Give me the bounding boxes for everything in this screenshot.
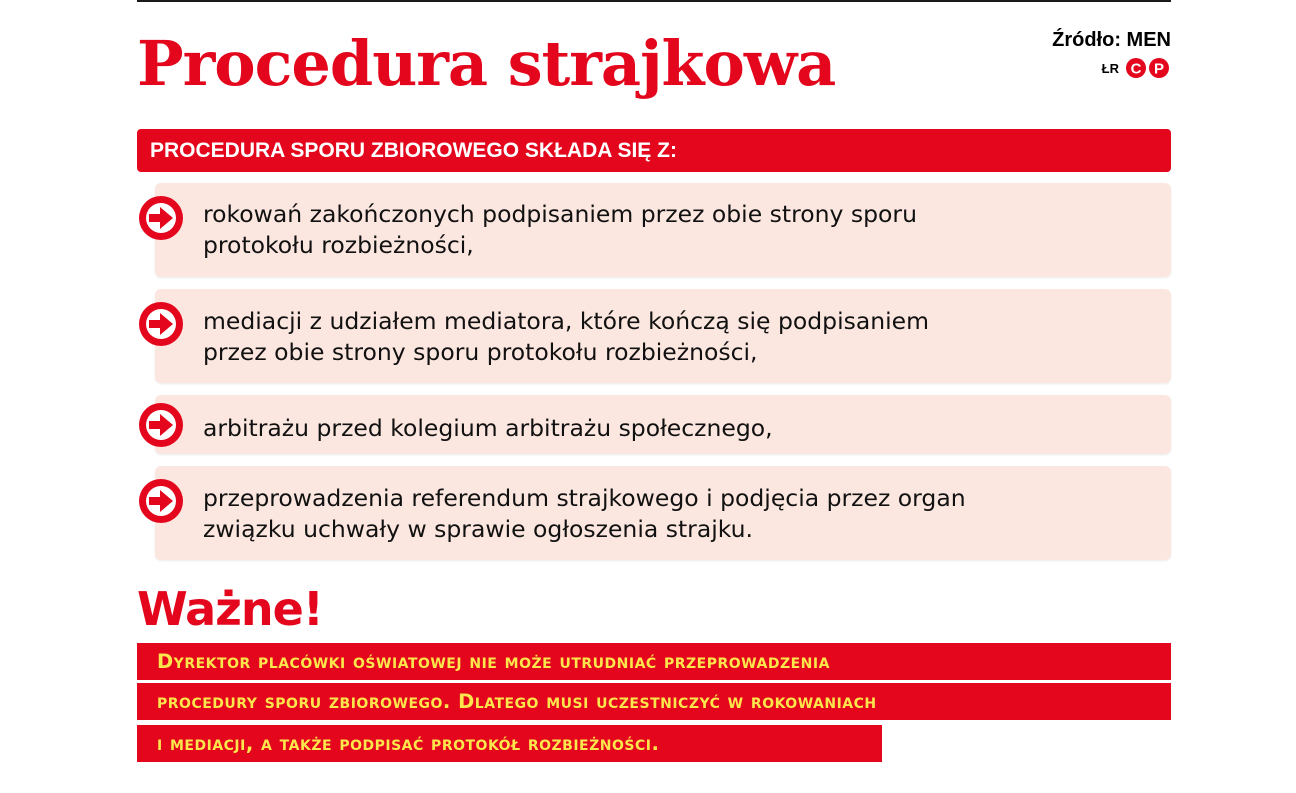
list-item-text [203, 413, 1153, 444]
svg-text:C: C [1130, 60, 1142, 78]
list-item-line: rokowań zakończonych podpisaniem przez obie strony sporu [203, 200, 917, 228]
list-item-text [203, 483, 1153, 545]
credit [1102, 57, 1171, 79]
list-item-line: przez obie strony sporu protokołu rozbieżności, [203, 338, 758, 366]
top-rule [137, 0, 1171, 2]
important-note-line: Dyrektor placówki oświatowej nie może utrudniać przeprowadzenia [137, 643, 1171, 680]
credit-author: ŁR [1101, 60, 1119, 76]
arrow-right-circle-icon [137, 401, 185, 449]
arrow-right-circle-icon [137, 477, 185, 525]
important-note-line: i mediacji, a także podpisać protokół rozbieżności. [137, 725, 882, 762]
list-item-line: protokołu rozbieżności, [203, 231, 474, 259]
cp-logo-icon [1125, 57, 1171, 79]
source-label: Źródło: MEN [1052, 29, 1171, 51]
section-heading-bar: PROCEDURA SPORU ZBIOROWEGO SKŁADA SIĘ Z: [137, 129, 1171, 172]
list-item-line: arbitrażu przed kolegium arbitrażu społecznego, [203, 414, 773, 442]
list-item-line: mediacji z udziałem mediatora, które kończą się podpisaniem [203, 307, 930, 335]
list-item-text [203, 199, 1153, 261]
arrow-right-circle-icon [137, 300, 185, 348]
list-item-text [203, 306, 1153, 368]
list-item-line: przeprowadzenia referendum strajkowego i podjęcia przez organ [203, 484, 966, 512]
arrow-right-circle-icon [137, 194, 185, 242]
list-item-line: związku uchwały w sprawie ogłoszenia strajku. [203, 515, 754, 543]
important-heading: Ważne! [137, 582, 323, 636]
page-title: Procedura strajkowa [137, 27, 836, 100]
important-note-line: procedury sporu zbiorowego. Dlatego musi uczestniczyć w rokowaniach [137, 683, 1171, 720]
svg-text:P: P [1153, 60, 1165, 78]
